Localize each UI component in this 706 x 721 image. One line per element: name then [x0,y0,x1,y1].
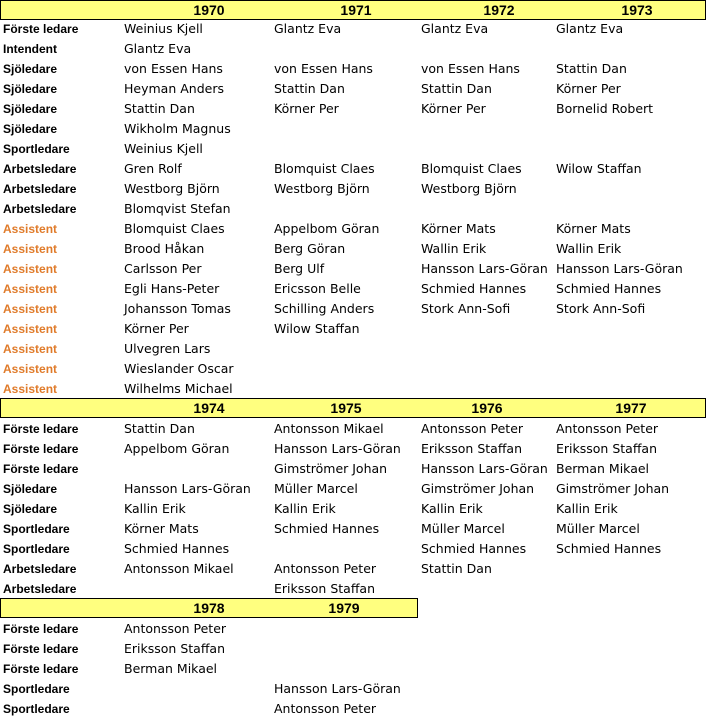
person-name: Antonsson Mikael [124,561,234,576]
person-name: Hansson Lars-Göran [274,441,401,456]
person-name: Gren Rolf [124,161,182,176]
person-name: Eriksson Staffan [274,581,376,596]
role-label: Förste ledare [3,442,79,456]
table-row [0,419,706,439]
year-header: 1973 [621,2,653,18]
person-name: Kallin Erik [274,501,336,516]
person-name: Westborg Björn [274,181,370,196]
person-name: Schmied Hannes [556,541,662,556]
person-name: Körner Mats [421,221,496,236]
person-name: Schmied Hannes [421,281,527,296]
role-label: Sjöledare [3,82,58,96]
person-name: Stattin Dan [421,561,492,576]
person-name: Westborg Björn [124,181,220,196]
person-name: Ericsson Belle [274,281,361,296]
table-row [0,519,706,539]
role-label: Assistent [3,222,58,236]
person-name: Antonsson Peter [556,421,659,436]
role-label: Sportledare [3,142,70,156]
person-name: Müller Marcel [556,521,640,536]
person-name: Stattin Dan [421,81,492,96]
person-name: Gimströmer Johan [556,481,670,496]
year-header: 1978 [193,600,225,616]
year-header-bar [0,398,706,418]
year-header-bar [0,598,418,618]
table-row [0,559,706,579]
person-name: Egli Hans-Peter [124,281,220,296]
table-row [0,579,706,599]
person-name: Wieslander Oscar [124,361,234,376]
person-name: Eriksson Staffan [124,641,226,656]
person-name: Schilling Anders [274,301,375,316]
year-header: 1979 [328,600,360,616]
role-label: Arbetsledare [3,582,77,596]
year-header: 1977 [615,400,647,416]
role-label: Förste ledare [3,422,79,436]
person-name: Eriksson Staffan [421,441,523,456]
person-name: Schmied Hannes [556,281,662,296]
person-name: Wikholm Magnus [124,121,231,136]
year-header: 1972 [483,2,515,18]
person-name: Müller Marcel [274,481,358,496]
person-name: Appelbom Göran [124,441,230,456]
person-name: Glantz Eva [274,21,342,36]
person-name: Appelbom Göran [274,221,380,236]
person-name: Müller Marcel [421,521,505,536]
role-label: Sjöledare [3,482,58,496]
table-row [0,19,706,39]
role-label: Förste ledare [3,462,79,476]
table-row [0,619,706,639]
table-row [0,299,706,319]
person-name: Wilow Staffan [556,161,642,176]
person-name: Weinius Kjell [124,141,203,156]
person-name: Körner Per [556,81,621,96]
role-label: Förste ledare [3,22,79,36]
person-name: Blomqvist Stefan [124,201,231,216]
person-name: Glantz Eva [556,21,624,36]
role-label: Arbetsledare [3,202,77,216]
table-row [0,99,706,119]
person-name: Schmied Hannes [274,521,380,536]
person-name: Kallin Erik [421,501,483,516]
person-name: Carlsson Per [124,261,202,276]
person-name: Stattin Dan [556,61,627,76]
year-header: 1974 [193,400,225,416]
person-name: Hansson Lars-Göran [421,461,548,476]
role-label: Assistent [3,362,58,376]
table-row [0,199,706,219]
person-name: Glantz Eva [421,21,489,36]
person-name: Berman Mikael [124,661,218,676]
table-row [0,39,706,59]
person-name: Hansson Lars-Göran [274,681,401,696]
role-label: Sportledare [3,682,70,696]
year-header: 1975 [330,400,362,416]
table-row [0,379,706,399]
table-row [0,459,706,479]
table-row [0,219,706,239]
person-name: Kallin Erik [556,501,618,516]
year-header-bar [0,0,706,20]
person-name: Antonsson Peter [421,421,524,436]
table-row [0,279,706,299]
person-name: Berg Göran [274,241,346,256]
table-row [0,359,706,379]
person-name: Antonsson Peter [274,701,377,716]
person-name: Körner Mats [124,521,199,536]
person-name: Brood Håkan [124,241,205,256]
person-name: Stork Ann-Sofi [421,301,511,316]
role-label: Intendent [3,42,57,56]
person-name: Wilhelms Michael [124,381,233,396]
role-label: Arbetsledare [3,162,77,176]
person-name: von Essen Hans [274,61,373,76]
table-row [0,539,706,559]
person-name: Gimströmer Johan [274,461,388,476]
person-name: Hansson Lars-Göran [556,261,683,276]
role-label: Sportledare [3,522,70,536]
person-name: Bornelid Robert [556,101,654,116]
person-name: Blomquist Claes [124,221,225,236]
role-label: Förste ledare [3,622,79,636]
role-label: Assistent [3,282,58,296]
role-label: Arbetsledare [3,562,77,576]
table-row [0,159,706,179]
person-name: Körner Per [274,101,339,116]
table-row [0,259,706,279]
table-row [0,319,706,339]
person-name: Antonsson Peter [274,561,377,576]
person-name: Glantz Eva [124,41,192,56]
role-label: Sportledare [3,542,70,556]
table-row [0,139,706,159]
table-row [0,639,706,659]
person-name: Stork Ann-Sofi [556,301,646,316]
role-label: Assistent [3,262,58,276]
person-name: Hansson Lars-Göran [124,481,251,496]
role-label: Förste ledare [3,642,79,656]
person-name: Körner Mats [556,221,631,236]
person-name: Berman Mikael [556,461,650,476]
table-row [0,499,706,519]
person-name: Schmied Hannes [124,541,230,556]
person-name: Blomquist Claes [274,161,375,176]
person-name: Körner Per [421,101,486,116]
person-name: Gimströmer Johan [421,481,535,496]
role-label: Assistent [3,302,58,316]
person-name: Antonsson Mikael [274,421,384,436]
person-name: Ulvegren Lars [124,341,211,356]
table-row [0,339,706,359]
person-name: Eriksson Staffan [556,441,658,456]
role-label: Assistent [3,382,58,396]
table-row [0,119,706,139]
table-row [0,679,706,699]
role-label: Assistent [3,242,58,256]
person-name: Schmied Hannes [421,541,527,556]
person-name: Blomquist Claes [421,161,522,176]
person-name: Weinius Kjell [124,21,203,36]
person-name: Wallin Erik [556,241,622,256]
role-label: Arbetsledare [3,182,77,196]
table-row [0,439,706,459]
table-row [0,479,706,499]
person-name: Kallin Erik [124,501,186,516]
person-name: Antonsson Peter [124,621,227,636]
person-name: von Essen Hans [421,61,520,76]
table-row [0,659,706,679]
year-header: 1970 [193,2,225,18]
role-label: Assistent [3,342,58,356]
person-name: Berg Ulf [274,261,325,276]
person-name: Stattin Dan [274,81,345,96]
person-name: Wallin Erik [421,241,487,256]
role-label: Sjöledare [3,122,58,136]
table-row [0,59,706,79]
year-header: 1971 [340,2,372,18]
person-name: Stattin Dan [124,421,195,436]
person-name: Westborg Björn [421,181,517,196]
table-row [0,179,706,199]
person-name: Wilow Staffan [274,321,360,336]
role-label: Förste ledare [3,662,79,676]
role-label: Assistent [3,322,58,336]
role-label: Sjöledare [3,102,58,116]
person-name: Körner Per [124,321,189,336]
role-label: Sportledare [3,702,70,716]
person-name: Stattin Dan [124,101,195,116]
person-name: von Essen Hans [124,61,223,76]
year-header: 1976 [471,400,503,416]
table-row [0,239,706,259]
person-name: Hansson Lars-Göran [421,261,548,276]
table-row [0,79,706,99]
role-label: Sjöledare [3,62,58,76]
person-name: Johansson Tomas [124,301,231,316]
role-label: Sjöledare [3,502,58,516]
person-name: Heyman Anders [124,81,224,96]
table-row [0,699,706,719]
